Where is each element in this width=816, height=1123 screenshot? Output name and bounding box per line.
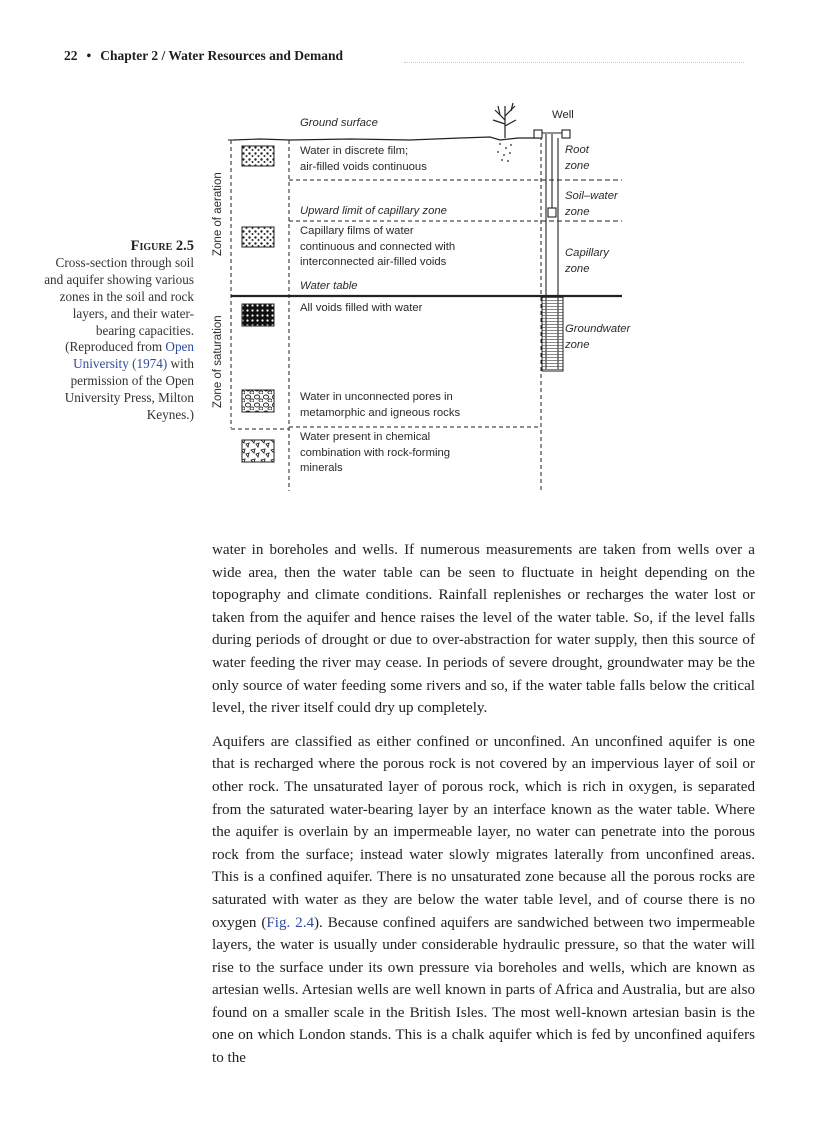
ground-surface-label: Ground surface xyxy=(300,117,378,129)
running-header xyxy=(64,48,343,66)
figure-reference-link[interactable]: Fig. 2.4 xyxy=(266,914,315,931)
header-rule xyxy=(404,62,744,63)
cross-section-figure xyxy=(200,98,630,498)
page-number: 22 xyxy=(64,48,78,63)
caption-text: Cross-section through soil and aquifer showing various zones in the soil and rock layers, and their water-bearing capacities. (Reproduced from xyxy=(44,254,194,355)
header-bullet: • xyxy=(86,48,92,63)
all-voids-label: All voids filled with water xyxy=(300,302,423,314)
groundwater-zone-label: Groundwater zone xyxy=(565,323,631,351)
zone-of-saturation-label: Zone of saturation xyxy=(212,315,224,408)
discrete-film-label: Water in discrete film; air-filled voids continuous xyxy=(300,145,427,173)
figure-label: Figure 2.5 xyxy=(130,238,194,254)
body-text xyxy=(212,539,755,1081)
citation-link[interactable]: Open University (1974) xyxy=(73,339,194,372)
upward-limit-label: Upward limit of capillary zone xyxy=(300,205,447,217)
figure-caption xyxy=(40,238,194,424)
paragraph: Aquifers are classified as either confined or unconfined. An unconfined aquifer is one that is recharged where the porous rock is not covered by an impervious layer of soil or other rock. The unsaturated layer of porous rock, which is rich in oxygen, is separated from the saturated water-bearing layer by an interface known as the water table. Where the aquifer is overlain by an impermeable layer, no water can penetrate into the porous rock from the surface; instead water slowly migrates laterally from unconfined areas. This is a confined aquifer. There is no unsaturated zone because all the porous rocks are saturated with water as they are below the water table level, and of course there is no oxygen (Fig. 2.4). Because confined aquifers are sandwiched between two impermeable layers, the water is usually under considerable hydraulic pressure, so that the water will rise to the surface under its own pressure via boreholes and wells, which are known as artesian wells. Artesian wells are well known in parts of Africa and Australia, but are also found on a smaller scale in the British Isles. The most well-known artesian basin is the one on which London stands. This is a chalk aquifer which is fed by unconfined aquifers to the xyxy=(212,733,755,1067)
capillary-zone-label: Capillary zone xyxy=(565,247,609,275)
paragraph: water in boreholes and wells. If numerous measurements are taken from wells over a wide area, then the water table can be seen to fluctuate in height depending on the topography and climate conditions. Rainfall replenishes or recharges the water lost or taken from the aquifer and hence raises the level of the water table. So, if the level falls during periods of drought or due to over-abstraction for water supply, then this source of water feeding the river may cease. In periods of severe drought, groundwater may be the only source of water feeding some rivers and so, if the water table falls below the critical level, the river itself could dry up completely. xyxy=(212,542,755,717)
water-table-label: Water table xyxy=(300,280,358,292)
tree-icon xyxy=(493,103,516,138)
caption-text-end: with permission of the Open University Press, Milton Keynes.) xyxy=(64,356,194,423)
roots-icon xyxy=(497,143,512,162)
well-label: Well xyxy=(552,109,574,121)
chapter-title: Chapter 2 / Water Resources and Demand xyxy=(100,48,343,63)
unconnected-pores-label: Water in unconnected pores in metamorphic and igneous rocks xyxy=(300,391,461,419)
root-zone-label: Root zone xyxy=(565,144,590,172)
capillary-films-label: Capillary films of water continuous and connected with interconnected air-filled voids xyxy=(300,225,456,269)
soil-water-zone-label: Soil–water zone xyxy=(565,190,618,218)
chemical-combination-label: Water present in chemical combination with rock-forming minerals xyxy=(300,431,451,475)
zone-of-aeration-label: Zone of aeration xyxy=(212,172,224,256)
